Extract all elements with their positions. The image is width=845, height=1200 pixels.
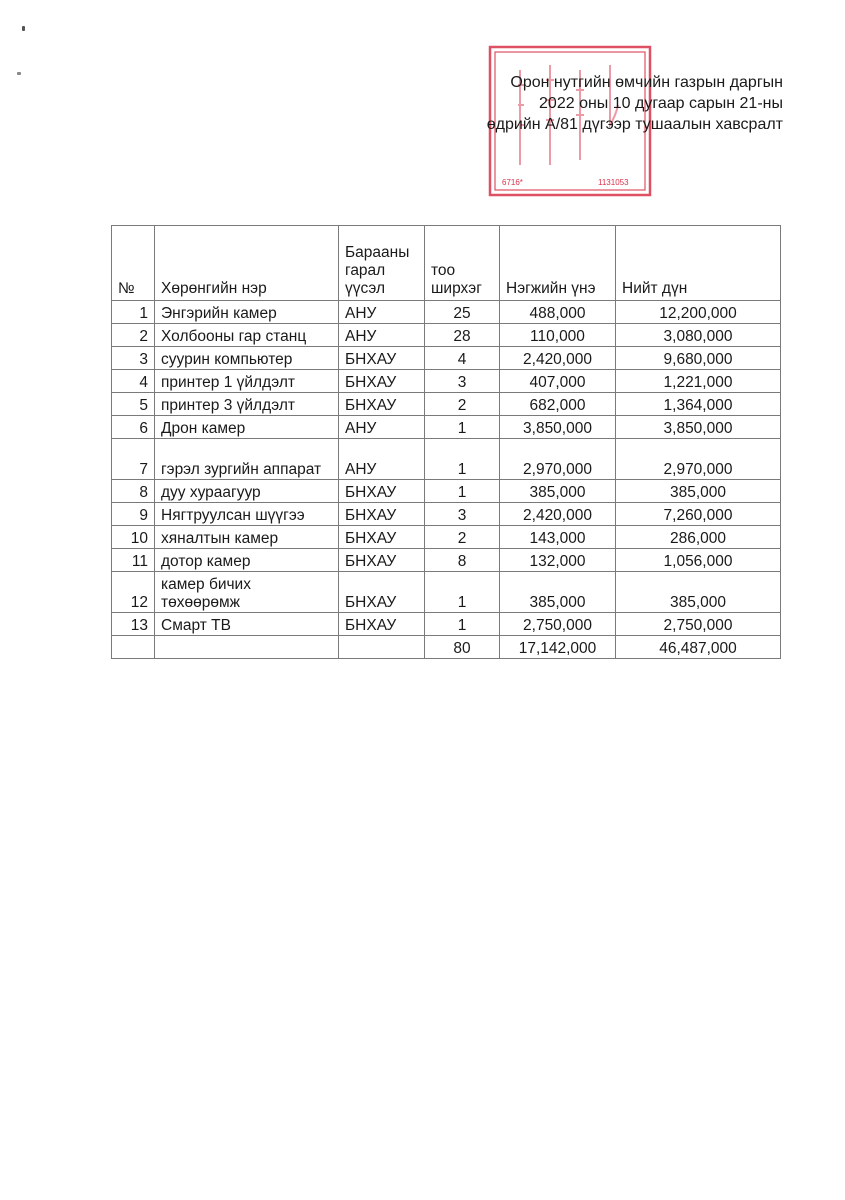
origin-cell: БНХАУ [339, 393, 425, 416]
origin-cell: БНХАУ [339, 549, 425, 572]
row-number-cell: 7 [112, 439, 155, 480]
table-row [112, 572, 781, 613]
asset-name-cell: Нягтруулсан шүүгээ [155, 503, 339, 526]
unit-price-cell: 407,000 [500, 370, 616, 393]
quantity-cell: 3 [425, 503, 500, 526]
row-number-cell: 10 [112, 526, 155, 549]
quantity-cell: 1 [425, 613, 500, 636]
row-number-cell: 5 [112, 393, 155, 416]
table-header-row [112, 226, 781, 301]
unit-price-cell: 132,000 [500, 549, 616, 572]
origin-cell: АНУ [339, 416, 425, 439]
total-amount-cell: 3,080,000 [616, 324, 781, 347]
stamp-number-left: 6716* [502, 178, 523, 187]
total-amount-cell: 385,000 [616, 572, 781, 613]
total-amount-cell: 1,364,000 [616, 393, 781, 416]
row-number-cell: 6 [112, 416, 155, 439]
scan-speck [22, 26, 25, 31]
origin-cell: БНХАУ [339, 613, 425, 636]
origin-cell: БНХАУ [339, 503, 425, 526]
table-row [112, 549, 781, 572]
total-amount-cell: 2,750,000 [616, 613, 781, 636]
row-number-cell: 3 [112, 347, 155, 370]
quantity-cell: 28 [425, 324, 500, 347]
column-header-unit-price: Нэгжийн үнэ [500, 226, 616, 301]
asset-name-cell: принтер 1 үйлдэлт [155, 370, 339, 393]
asset-name-cell: гэрэл зургийн аппарат [155, 439, 339, 480]
document-header [487, 72, 783, 135]
row-number-cell: 2 [112, 324, 155, 347]
unit-price-cell: 2,750,000 [500, 613, 616, 636]
origin-cell: БНХАУ [339, 572, 425, 613]
unit-price-cell: 385,000 [500, 480, 616, 503]
header-line: Орон нутгийн өмчийн газрын даргын [510, 74, 783, 91]
origin-cell: АНУ [339, 301, 425, 324]
origin-cell: АНУ [339, 439, 425, 480]
table-row [112, 370, 781, 393]
asset-name-cell: Энгэрийн камер [155, 301, 339, 324]
unit-price-cell: 110,000 [500, 324, 616, 347]
total-amount-cell: 1,221,000 [616, 370, 781, 393]
totals-empty-cell [112, 636, 155, 659]
table-row [112, 301, 781, 324]
unit-price-cell: 2,420,000 [500, 347, 616, 370]
quantity-cell: 25 [425, 301, 500, 324]
table-row [112, 324, 781, 347]
asset-name-cell: принтер 3 үйлдэлт [155, 393, 339, 416]
asset-name-cell: камер бичих төхөөрөмж [155, 572, 339, 613]
total-amount-cell: 9,680,000 [616, 347, 781, 370]
quantity-cell: 8 [425, 549, 500, 572]
quantity-cell: 2 [425, 393, 500, 416]
column-header-origin: Барааны гарал үүсэл [339, 226, 425, 301]
row-number-cell: 8 [112, 480, 155, 503]
totals-empty-cell [339, 636, 425, 659]
table-row [112, 347, 781, 370]
total-amount-cell: 286,000 [616, 526, 781, 549]
asset-name-cell: хяналтын камер [155, 526, 339, 549]
total-amount-cell: 7,260,000 [616, 503, 781, 526]
quantity-cell: 3 [425, 370, 500, 393]
table-row [112, 613, 781, 636]
quantity-cell: 1 [425, 416, 500, 439]
row-number-cell: 12 [112, 572, 155, 613]
table-row [112, 416, 781, 439]
unit-price-cell: 682,000 [500, 393, 616, 416]
unit-price-cell: 3,850,000 [500, 416, 616, 439]
total-amount-cell: 385,000 [616, 480, 781, 503]
header-line: 2022 оны 10 дугаар сарын 21-ны [539, 95, 783, 112]
table-row [112, 439, 781, 480]
asset-name-cell: Дрон камер [155, 416, 339, 439]
total-amount-cell: 2,970,000 [616, 439, 781, 480]
asset-name-cell: Смарт ТВ [155, 613, 339, 636]
row-number-cell: 9 [112, 503, 155, 526]
unit-price-cell: 2,970,000 [500, 439, 616, 480]
origin-cell: БНХАУ [339, 370, 425, 393]
total-unit-price: 17,142,000 [500, 636, 616, 659]
total-amount-cell: 12,200,000 [616, 301, 781, 324]
column-header-number: № [112, 226, 155, 301]
unit-price-cell: 143,000 [500, 526, 616, 549]
unit-price-cell: 488,000 [500, 301, 616, 324]
quantity-cell: 1 [425, 439, 500, 480]
total-amount-cell: 1,056,000 [616, 549, 781, 572]
header-line: өдрийн А/81 дүгээр тушаалын хавсралт [486, 116, 783, 133]
row-number-cell: 13 [112, 613, 155, 636]
quantity-cell: 1 [425, 480, 500, 503]
asset-name-cell: дотор камер [155, 549, 339, 572]
origin-cell: БНХАУ [339, 480, 425, 503]
total-amount-cell: 3,850,000 [616, 416, 781, 439]
quantity-cell: 4 [425, 347, 500, 370]
table-row [112, 393, 781, 416]
unit-price-cell: 385,000 [500, 572, 616, 613]
unit-price-cell: 2,420,000 [500, 503, 616, 526]
table-row [112, 480, 781, 503]
asset-name-cell: Холбооны гар станц [155, 324, 339, 347]
row-number-cell: 1 [112, 301, 155, 324]
totals-row [112, 636, 781, 659]
column-header-total: Нийт дүн [616, 226, 781, 301]
scan-speck [17, 72, 21, 75]
row-number-cell: 4 [112, 370, 155, 393]
totals-empty-cell [155, 636, 339, 659]
asset-name-cell: дуу хураагуур [155, 480, 339, 503]
origin-cell: АНУ [339, 324, 425, 347]
origin-cell: БНХАУ [339, 347, 425, 370]
quantity-cell: 2 [425, 526, 500, 549]
column-header-quantity: тоо ширхэг [425, 226, 500, 301]
stamp-number-right: 1131053 [598, 178, 629, 187]
asset-name-cell: суурин компьютер [155, 347, 339, 370]
asset-table [111, 225, 781, 659]
grand-total: 46,487,000 [616, 636, 781, 659]
quantity-cell: 1 [425, 572, 500, 613]
row-number-cell: 11 [112, 549, 155, 572]
table-row [112, 503, 781, 526]
total-quantity: 80 [425, 636, 500, 659]
origin-cell: БНХАУ [339, 526, 425, 549]
table-row [112, 526, 781, 549]
column-header-asset-name: Хөрөнгийн нэр [155, 226, 339, 301]
